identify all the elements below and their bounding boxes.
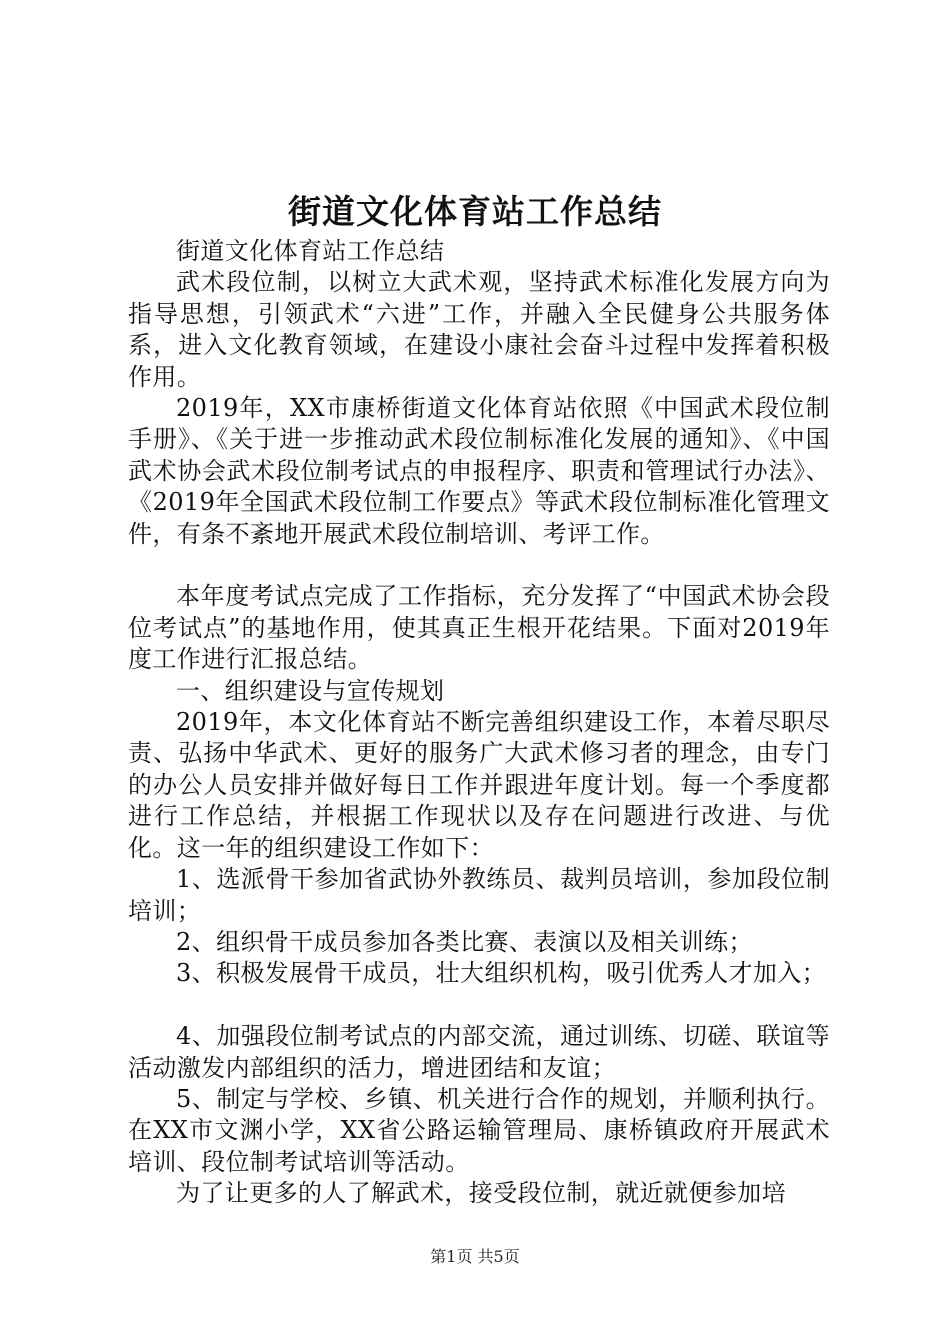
document-title: 街道文化体育站工作总结 [288, 192, 662, 231]
paragraph-spacer [128, 550, 830, 581]
list-item: 3、积极发展骨干成员，壮大组织机构，吸引优秀人才加入； [176, 959, 827, 988]
paragraph-organization: 2019年，本文化体育站不断完善组织建设工作，本着尽职尽责、弘扬中华武术、更好的服务广大武术修习者的理念，由专门的办公人员安排并做好每日工作并跟进年度计划。每一个季度都进行工作总结，并根据工作现状以及存在问题进行改进、与优化。这一年的组织建设工作如下： [128, 708, 830, 862]
paragraph-annual-summary: 本年度考试点完成了工作指标，充分发挥了“中国武术协会段位考试点”的基地作用，使其真正生根开花结果。下面对2019年度工作进行汇报总结。 [128, 582, 830, 674]
list-item: 1、选派骨干参加省武协外教练员、裁判员培训，参加段位制培训； [128, 865, 830, 925]
page-number: 第1页 共5页 [430, 1247, 520, 1266]
paragraph-spacer [128, 990, 830, 1021]
list-item: 4、加强段位制考试点的内部交流，通过训练、切磋、联谊等活动激发内部组织的活力，增进团结和友谊； [128, 1022, 830, 1082]
section-heading: 一、组织建设与宣传规划 [176, 676, 445, 705]
paragraph-2019-basis: 2019年，XX市康桥街道文化体育站依照《中国武术段位制手册》、《关于进一步推动武术段位制标准化发展的通知》、《中国武术协会武术段位制考试点的申报程序、职责和管理试行办法》、《2019年全国武术段位制工作要点》等武术段位制标准化管理文件，有条不紊地开展武术段位制培训、考评工作。 [128, 394, 830, 548]
document-body [128, 236, 830, 1210]
paragraph-subtitle: 街道文化体育站工作总结 [176, 237, 445, 265]
list-item: 2、组织骨干成员参加各类比赛、表演以及相关训练； [176, 927, 753, 956]
paragraph-intro: 武术段位制，以树立大武术观，坚持武术标准化发展方向为指导思想，引领武术“六进”工作，并融入全民健身公共服务体系，进入文化教育领域，在建设小康社会奋斗过程中发挥着积极作用。 [128, 268, 830, 391]
list-item: 5、制定与学校、乡镇、机关进行合作的规划，并顺利执行。在XX市文渊小学，XX省公路运输管理局、康桥镇政府开展武术培训、段位制考试培训等活动。 [128, 1084, 830, 1176]
paragraph-continued: 为了让更多的人了解武术，接受段位制，就近就便参加培 [176, 1179, 786, 1208]
